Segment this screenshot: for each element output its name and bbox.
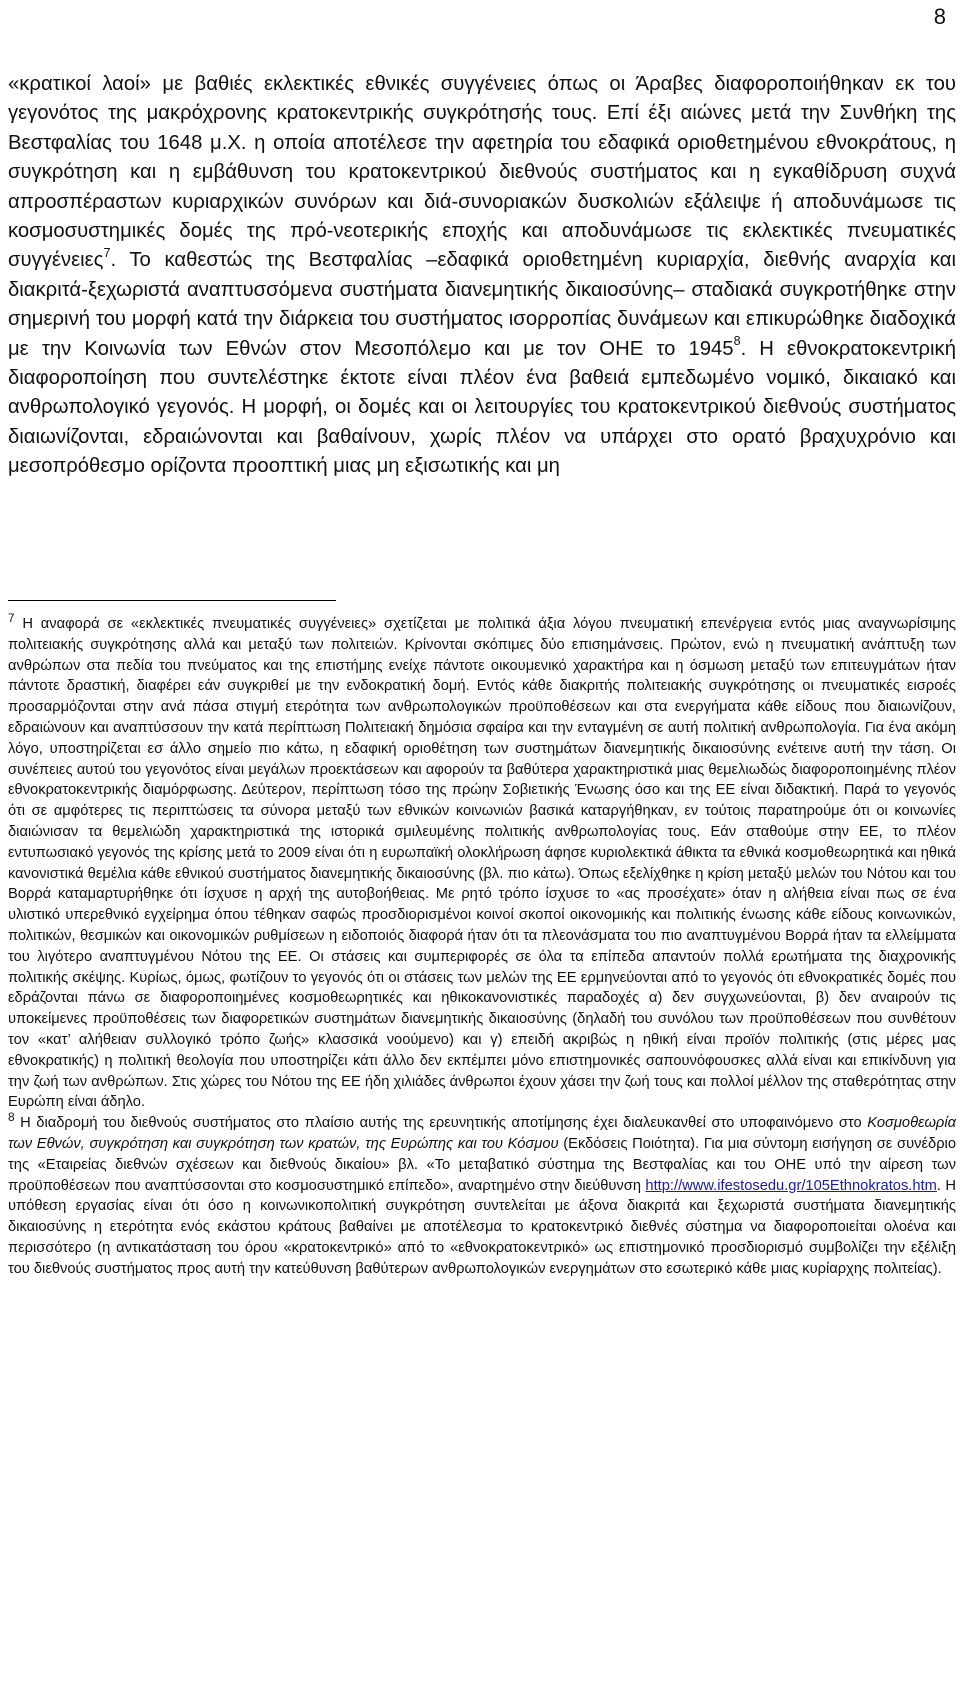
footnotes-section [8, 614, 956, 1280]
main-body-paragraph [8, 70, 956, 482]
footnote-8-link[interactable]: http://www.ifestosedu.gr/105Ethnokratos.htm [645, 1177, 937, 1194]
footnote-8 [8, 1113, 956, 1279]
footnote-7-mark: 7 [8, 612, 15, 626]
footnote-separator [8, 600, 336, 601]
footnote-7-text: Η αναφορά σε «εκλεκτικές πνευματικές συγγένειες» σχετίζεται με πολιτικά άξια λόγου πνευματική επενέργεια εντός μιας αναγνωρίσιμης πολιτειακής συγκρότησης αλλά και μεταξύ των πολιτειών. Κρίνονται σκόπιμες δύο επισημάνσεις. Πρώτον, ενώ η πνευματική ανάπτυξη των ανθρώπων στα πεδία του πνεύματος και της επιστήμης ενείχε πάντοτε οικουμενικό χαρακτήρα και η όσμωση μεταξύ των επιτευγμάτων ήταν πάντοτε δραστική, διαφέρει εάν συγκριθεί με την ενδοκρατική δομή. Εντός κάθε διακριτής πολιτειακής συγκρότησης οι πνευματικές εισροές προσαρμόζονται στην ανά πάσα στιγμή ετερότητα των ανθρωπολογικών προϋποθέσεων και στα ενεργήματα κάθε είδους που διαιωνίζουν, εδραιώνουν και αναπτύσσουν την κατά περίπτωση Πολιτειακή δημόσια σφαίρα και την ενταγμένη σε αυτή πολιτική ανθρωπολογία. Για ένα ακόμη λόγο, υποστηρίζεται εσ άλλο σημείο πιο κάτω, η εδαφική οριοθέτηση των συστημάτων διανεμητικής δικαιοσύνης ενέτεινε αυτή την τάση. Οι συνέπειες αυτού του γεγονότος είναι μεγάλων προεκτάσεων και αφορούν τα βαθύτερα χαρακτηριστικά μιας θεμελιωδώς διαφοροποιημένης πλέον εθνοκρατοκεντρικής διαμόρφωσης. Δεύτερον, περίπτωση τόσο της πρώην Σοβιετικής Ένωσης όσο και της ΕΕ είναι διδακτική. Παρά το γεγονός ότι σε αμφότερες τις περιπτώσεις τα σύνορα μεταξύ των εθνικών κοινωνιών βασικά καταργήθηκαν, εν τούτοις παρατηρούμε ότι οι κοινωνίες διαιώνισαν τα θεμελιώδη χαρακτηριστικά της ιστορικά σμιλευμένης πολιτικής ανθρωπολογίας τους. Εάν σταθούμε στην ΕΕ, το πλέον εντυπωσιακό γεγονός της κρίσης μετά το 2009 είναι ότι η ευρωπαϊκή ολοκλήρωση άφησε κυριολεκτικά άθικτα τα εθνικά κοσμοθεωρητικά και ηθικά κανονιστικά θεμέλια κάθε εθνικού συστήματος διανεμητικής δικαιοσύνης (βλ. πιο κάτω). Όπως εξελίχθηκε η κρίση μεταξύ μελών του Νότου και του Βορρά καταμαρτυρήθηκε ότι ίσχυσε η αρχή της αυτοβοήθειας. Με ρητό τρόπο ίσχυσε το «ας προσέχατε» όταν η αλήθεια είναι πως σε ένα υλιστικό υπερεθνικό εγχείρημα όπου τέθηκαν σαφώς προσδιορισμένοι κοινοί σκοποί οικονομικής και πολιτικής ένωσης κάθε είδους κοινωνικών, πολιτικών, θεσμικών και οικονομικών ρυθμίσεων η ειδοποιός διαφορά ήταν ότι τα πλεονάσματα του πιο αναπτυγμένου Βορρά ήταν τα ελλείμματα του λιγότερο αναπτυγμένου Νότου της ΕΕ. Οι στάσεις και συμπεριφορές σε όλα τα επίπεδα απαντούν πολλά ερωτήματα της διαχρονικής πολιτικής σκέψης. Κυρίως, όμως, φωτίζουν το γεγονός ότι οι στάσεις των μελών της ΕΕ ερμηνεύονται από το γεγονός ότι εθνοκρατικές δομές που εδράζονται πάνω σε διαφοροποιημένες κοσμοθεωρητικές και ηθικοκανονιστικές παραδοχές α) δεν συγχωνεύονται, β) δεν αναιρούν τις υποκείμενες προϋποθέσεις των διαφορετικών συστημάτων διανεμητικής δικαιοσύνης (δηλαδή του συνόλου των προϋποθέσεων που συνθέτουν τον «κατ’ αλήθειαν συλλογικό τρόπο ζωής» κλασσικά νοούμενο) και γ) επειδή ακριβώς η ηθική είναι προϊόν πολιτικής (στις μέρες μας εθνοκρατικής) η πολιτική θεολογία που υποστηρίζει κάτι άλλο δεν εκπέμπει μόνο επιστημονικές σαπουνόφουσκες αλλά είναι και επικίνδυνη για την ζωή των ανθρώπων. Στις χώρες του Νότου της ΕΕ ήδη χιλιάδες άνθρωποι έχουν χάσει την ζωή τους και πολλοί μέλλον της σταθερότητας στην Ευρώπη είναι άδηλο. [8, 616, 956, 1111]
body-text-part-2: . Το καθεστώς της Βεστφαλίας –εδαφικά οριοθετημένη κυριαρχία, διεθνής αναρχία και διακριτά-ξεχωριστά αναπτυσσόμενα συστήματα διανεμητικής δικαιοσύνης– σταδιακά συγκροτήθηκε στην σημερινή του μορφή κατά την διάρκεια του συστήματος ισορροπίας δυνάμεων και επικυρώθηκε διαδοχικά με την Κοινωνία των Εθνών στον Μεσοπόλεμο και με τον ΟΗΕ το 1945 [8, 249, 956, 360]
footnote-ref-7[interactable]: 7 [103, 245, 111, 260]
footnote-7 [8, 614, 956, 1113]
footnote-8-book-title: Κοσμοθεωρία των Εθνών, συγκρότηση και συγκρότηση των κρατών, της Ευρώπης και του Κόσμου [8, 1115, 956, 1152]
footnote-8-mark: 8 [8, 1111, 15, 1125]
footnote-8-text-b: (Εκδόσεις Ποιότητα). Για μια σύντομη εισήγηση σε συνέδριο της «Εταιρείας διεθνών σχέσεων και διεθνούς δικαίου» βλ. «Το μεταβατικό σύστημα της Βεστφαλίας και του ΟΗΕ υπό την αίρεση των προϋποθέσεων που αναπτύσσονται στο κοσμοσυστημικό επίπεδο», αναρτημένο στην διεύθυνση [8, 1135, 956, 1194]
body-text-part-3: . Η εθνοκρατοκεντρική διαφοροποίηση που συντελέστηκε έκτοτε είναι πλέον ένα βαθειά εμπεδωμένο νομικό, δικαιακό και ανθρωπολογικό γεγονός. Η μορφή, οι δομές και οι λειτουργίες του κρατοκεντρικού διεθνούς συστήματος διαιωνίζονται, εδραιώνονται και βαθαίνουν, χωρίς πλέον να υπάρχει στο ορατό βραχυχρόνιο και μεσοπρόθεσμο ορίζοντα προοπτική μιας μη εξισωτικής και μη [8, 337, 956, 478]
body-text-part-1: «κρατικοί λαοί» με βαθιές εκλεκτικές εθνικές συγγένειες όπως οι Άραβες διαφοροποιήθηκαν εκ του γεγονότος της μακρόχρονης κρατοκεντρικής συγκρότησής τους. Επί έξι αιώνες μετά την Συνθήκη της Βεστφαλίας του 1648 μ.Χ. η οποία αποτέλεσε την αφετηρία του εδαφικά οριοθετημένου εθνοκράτους, η συγκρότηση και η εμβάθυνση του κρατοκεντρικού διεθνούς συστήματος και η εγκαθίδρυση συχνά απροσπέραστων κυριαρχικών συνόρων και διά-συνοριακών δυσκολιών εξάλειψε ή αποδυνάμωσε τις κοσμοσυστημικές δομές της πρό-νεοτερικής εποχής και αποδυνάμωσε τις εκλεκτικές πνευματικές συγγένειες [8, 73, 956, 272]
footnote-8-text-a: Η διαδρομή του διεθνούς συστήματος στο πλαίσιο αυτής της ερευνητικής αποτίμησης έχει διαλευκανθεί στο υποφαινόμενο στο [20, 1115, 868, 1132]
footnote-ref-8[interactable]: 8 [733, 334, 741, 349]
page-number: 8 [933, 4, 946, 29]
footnote-8-text-c: . Η υπόθεση εργασίας είναι ότι όσο η κοινωνικοπολιτική συγκρότηση συντελείται με άξονα διακριτά και ξεχωριστά συστήματα διανεμητικής δικαιοσύνης η ετερότητα ενός εκάστου κράτους βαθαίνει με αποτέλεσμα το κρατοκεντρικό διεθνές σύστημα να διαφοροποιείται ολοένα και περισσότερο (η αντικατάσταση του όρου «κρατοκεντρικό» από το «εθνοκρατοκεντρικό» ως επιστημονικό προσδιορισμό συμβολίζει την εξέλιξη του διεθνούς συστήματος προς αυτή την κατεύθυνση βαθύτερων ανθρωπολογικών ενεργημάτων στο εσωτερικό κάθε μιας κυρίαρχης πολιτείας). [8, 1177, 956, 1277]
